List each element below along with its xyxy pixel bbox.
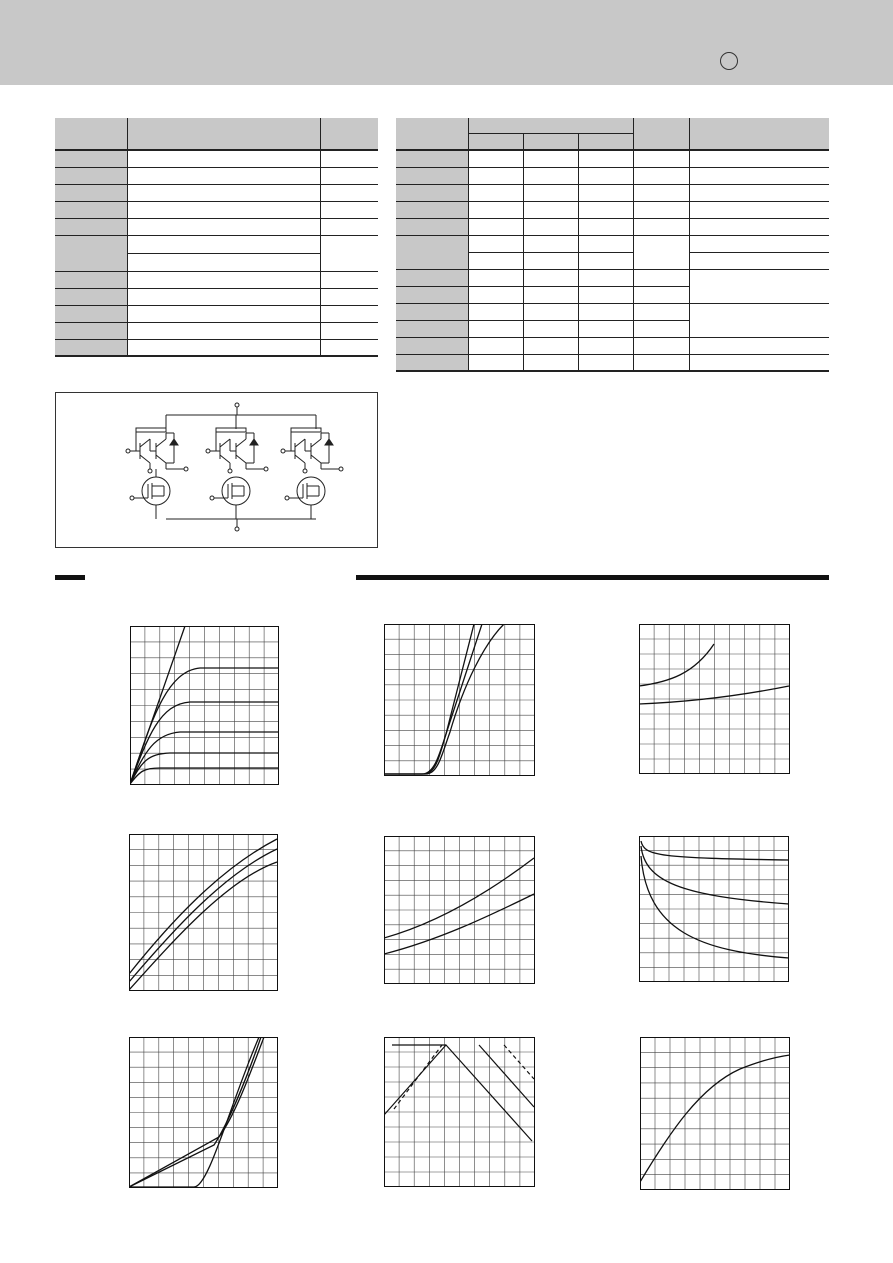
circuit-diagram-box — [55, 392, 378, 548]
left-spec-table — [55, 118, 378, 357]
section-bar-right — [356, 575, 829, 580]
right-spec-table — [396, 118, 829, 372]
graph-r2c1 — [129, 834, 278, 991]
header-band — [0, 0, 893, 85]
graph-r2c3 — [639, 836, 789, 982]
graph-r1c1 — [130, 626, 279, 785]
graph-r2c2 — [384, 836, 535, 984]
graph-r3c3 — [640, 1037, 790, 1190]
darlington-units — [126, 415, 343, 519]
graph-r1c2 — [384, 624, 535, 776]
graph-r1c3 — [639, 624, 790, 774]
circuit-schematic — [56, 393, 377, 547]
section-bar-left — [55, 575, 85, 580]
graph-r3c1 — [129, 1037, 278, 1188]
graph-r3c2 — [384, 1037, 535, 1187]
header-circle-mark — [720, 52, 738, 70]
